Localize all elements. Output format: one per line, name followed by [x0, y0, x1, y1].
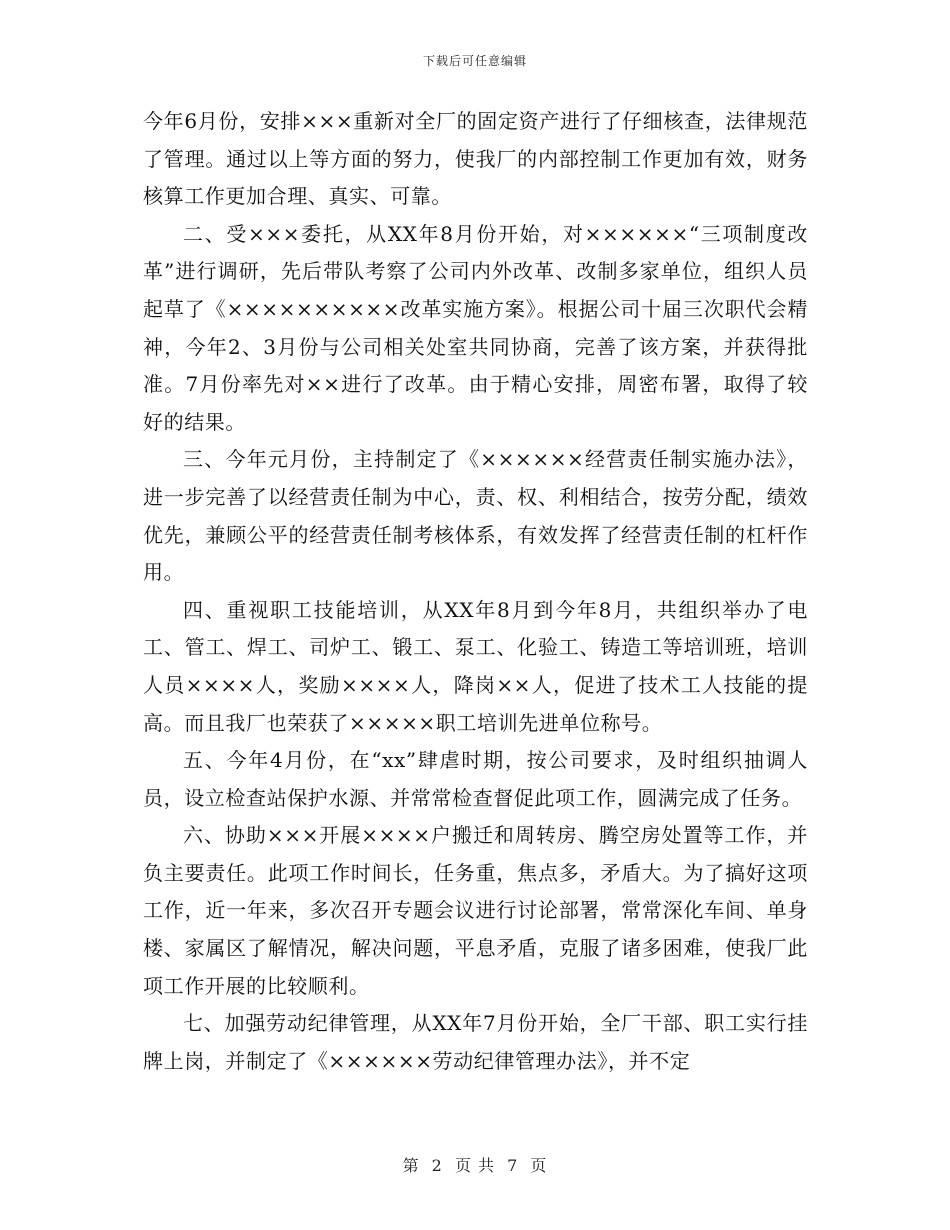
footer-middle: 页 共	[454, 1156, 496, 1175]
current-page-number: 2	[431, 1156, 443, 1175]
paragraph-7: 七、加强劳动纪律管理，从XX年7月份开始，全厂干部、职工实行挂牌上岗，并制定了《××××××劳动纪律管理办法》，并不定	[143, 1011, 808, 1073]
paragraph-5: 五、今年4月份，在“xx”肆虐时期，按公司要求，及时组织抽调人员，设立检查站保护水源、并常常检查督促此项工作，圆满完成了任务。	[143, 748, 808, 810]
footer-prefix: 第	[402, 1156, 420, 1175]
paragraph-6: 六、协助×××开展××××户搬迁和周转房、腾空房处置等工作，并负主要责任。此项工作时间长，任务重，焦点多，矛盾大。为了搞好这项工作，近一年来，多次召开专题会议进行讨论部署，常常深化车间、单身楼、家属区了解情况，解决问题，平息矛盾，克服了诸多困难，使我厂此项工作开展的比较顺利。	[143, 823, 808, 998]
paragraph-1: 今年6月份，安排×××重新对全厂的固定资产进行了仔细核查，法律规范了管理。通过以上等方面的努力，使我厂的内部控制工作更加有效，财务核算工作更加合理、真实、可靠。	[143, 109, 808, 209]
paragraph-3: 三、今年元月份，主持制定了《××××××经营责任制实施办法》，进一步完善了以经营责任制为中心，责、权、利相结合，按劳分配，绩效优先，兼顾公平的经营责任制考核体系，有效发挥了经营责任制的杠杆作用。	[143, 447, 808, 585]
footer-suffix: 页	[530, 1156, 548, 1175]
page-footer	[0, 1153, 950, 1176]
document-body	[143, 103, 808, 1080]
paragraph-4: 四、重视职工技能培训，从XX年8月到今年8月，共组织举办了电工、管工、焊工、司炉工、锻工、泵工、化验工、铸造工等培训班，培训人员××××人，奖励××××人，降岗××人，促进了技术工人技能的提高。而且我厂也荣获了×××××职工培训先进单位称号。	[143, 597, 808, 735]
paragraph-2: 二、受×××委托，从XX年8月份开始，对××××××“三项制度改革”进行调研，先后带队考察了公司内外改革、改制多家单位，组织人员起草了《××××××××××改革实施方案》。根据公司十届三次职代会精神，今年2、3月份与公司相关处室共同协商，完善了该方案，并获得批准。7月份率先对××进行了改革。由于精心安排，周密布署，取得了较好的结果。	[143, 221, 808, 434]
page-header: 下载后可任意编辑	[422, 54, 527, 68]
total-page-number: 7	[507, 1156, 519, 1175]
